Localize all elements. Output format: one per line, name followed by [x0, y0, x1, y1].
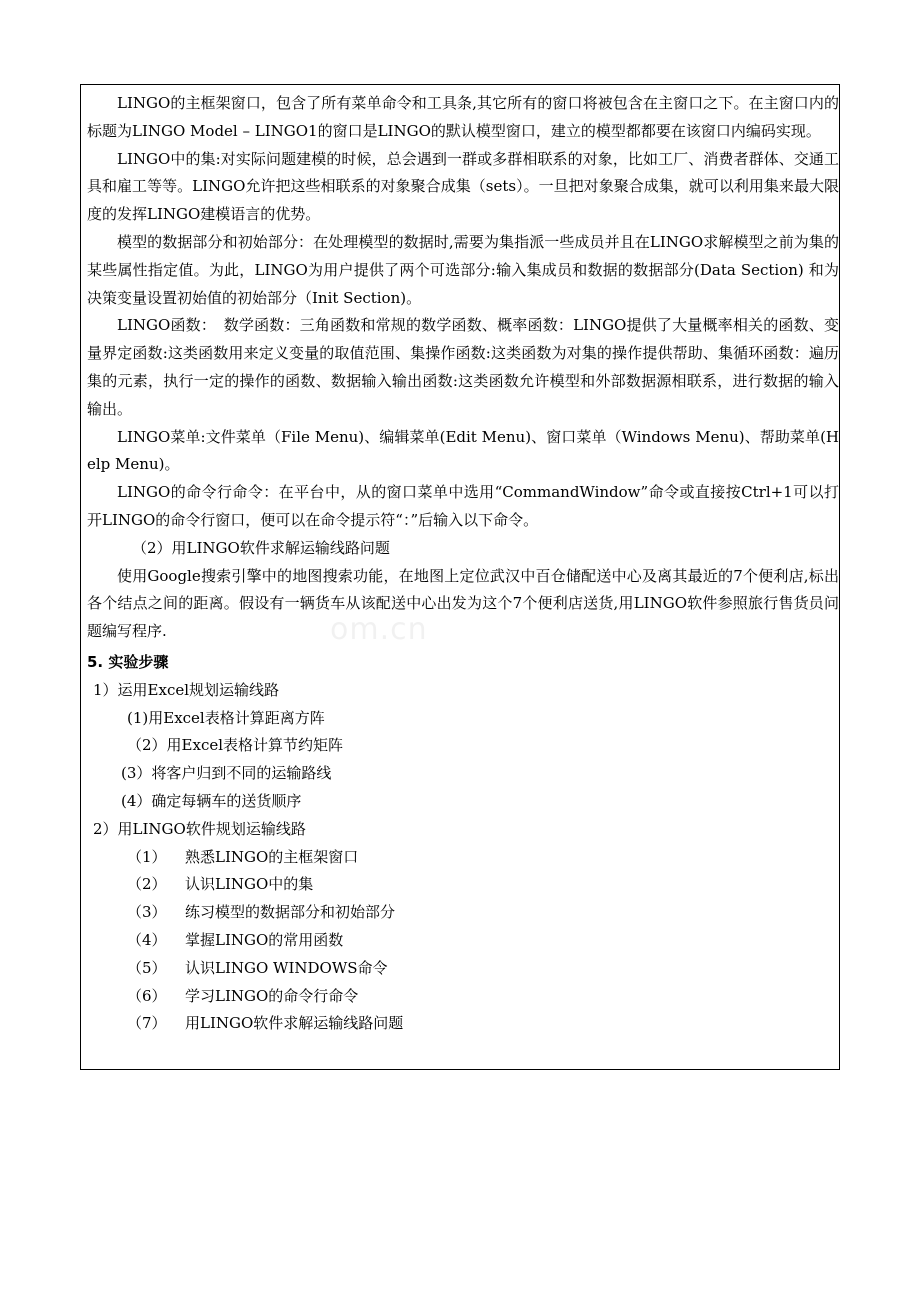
step2-item-text: 学习LINGO的命令行命令 [185, 986, 359, 1005]
step2-item [87, 844, 839, 872]
subheading-lingo-solve: （2）用LINGO软件求解运输线路问题 [132, 538, 390, 557]
document-content [87, 90, 839, 1038]
section-title-experiment-steps: 5. 实验步骤 [87, 652, 169, 671]
watermark: om.cn [330, 612, 428, 647]
step2-item-text: 掌握LINGO的常用函数 [185, 930, 344, 949]
step2-item-number: （6） [127, 986, 167, 1005]
paragraph-main-window: LINGO的主框架窗口，包含了所有菜单命令和工具条,其它所有的窗口将被包含在主窗口之下。在主窗口内的标题为LINGO Model – LINGO1的窗口是LINGO的默认模型窗口，建立的模型都都要在该窗口内编码实现。 [87, 94, 839, 140]
step2-item-text: 用LINGO软件求解运输线路问题 [185, 1014, 404, 1033]
step2-item [87, 983, 839, 1011]
step1-item: (4）确定每辆车的送货顺序 [121, 791, 302, 810]
step1-item: (3）将客户归到不同的运输路线 [121, 764, 332, 783]
step2-item-text: 认识LINGO中的集 [185, 875, 314, 894]
step2-item-text: 熟悉LINGO的主框架窗口 [185, 847, 359, 866]
step2-item [87, 955, 839, 983]
paragraph-sets: LINGO中的集:对实际问题建模的时候，总会遇到一群或多群相联系的对象，比如工厂、消费者群体、交通工具和雇工等等。LINGO允许把这些相联系的对象聚合成集（sets）。一旦把对象聚合成集，就可以利用集来最大限度的发挥LINGO建模语言的优势。 [87, 149, 839, 224]
step2-item-number: （3） [127, 903, 167, 922]
step2-item-number: （2） [127, 875, 167, 894]
step2-item [87, 899, 839, 927]
step1-item: （2）用Excel表格计算节约矩阵 [127, 736, 344, 755]
step1-item: (1)用Excel表格计算距离方阵 [127, 708, 325, 727]
step2-item [87, 1010, 839, 1038]
step2-item-number: （4） [127, 930, 167, 949]
paragraph-command-line: LINGO的命令行命令：在平台中，从的窗口菜单中选用“CommandWindow”命令或直接按Ctrl+1可以打开LINGO的命令行窗口，便可以在命令提示符“：”后输入以下命令。 [87, 483, 839, 529]
step2-title: 2）用LINGO软件规划运输线路 [93, 819, 306, 838]
paragraph-task: 使用Google搜索引擎中的地图搜索功能，在地图上定位武汉中百仓储配送中心及离其最近的7个便利店,标出各个结点之间的距离。假设有一辆货车从该配送中心出发为这个7个便利店送货,用LINGO软件参照旅行售货员问题编写程序. [87, 566, 839, 641]
step2-item-text: 认识LINGO WINDOWS命令 [185, 958, 388, 977]
step2-item-number: （1） [127, 847, 167, 866]
step2-item-number: （7） [127, 1014, 167, 1033]
step2-item [87, 871, 839, 899]
paragraph-functions: LINGO函数： 数学函数：三角函数和常规的数学函数、概率函数：LINGO提供了大量概率相关的函数、变量界定函数:这类函数用来定义变量的取值范围、集操作函数:这类函数为对集的操作提供帮助、集循环函数：遍历集的元素，执行一定的操作的函数、数据输入输出函数:这类函数允许模型和外部数据源相联系，进行数据的输入输出。 [87, 316, 839, 418]
step1-title: 1）运用Excel规划运输线路 [93, 680, 280, 699]
step2-item-number: （5） [127, 958, 167, 977]
step2-item-text: 练习模型的数据部分和初始部分 [185, 903, 396, 922]
paragraph-data-section: 模型的数据部分和初始部分：在处理模型的数据时,需要为集指派一些成员并且在LINGO求解模型之前为集的某些属性指定值。为此，LINGO为用户提供了两个可选部分:输入集成员和数据的数据部分(Data Section) 和为决策变量设置初始值的初始部分（Init Section)。 [87, 232, 839, 307]
paragraph-menus: LINGO菜单:文件菜单（File Menu)、编辑菜单(Edit Menu)、窗口菜单（Windows Menu)、帮助菜单(Help Menu)。 [87, 427, 839, 474]
step2-item [87, 927, 839, 955]
